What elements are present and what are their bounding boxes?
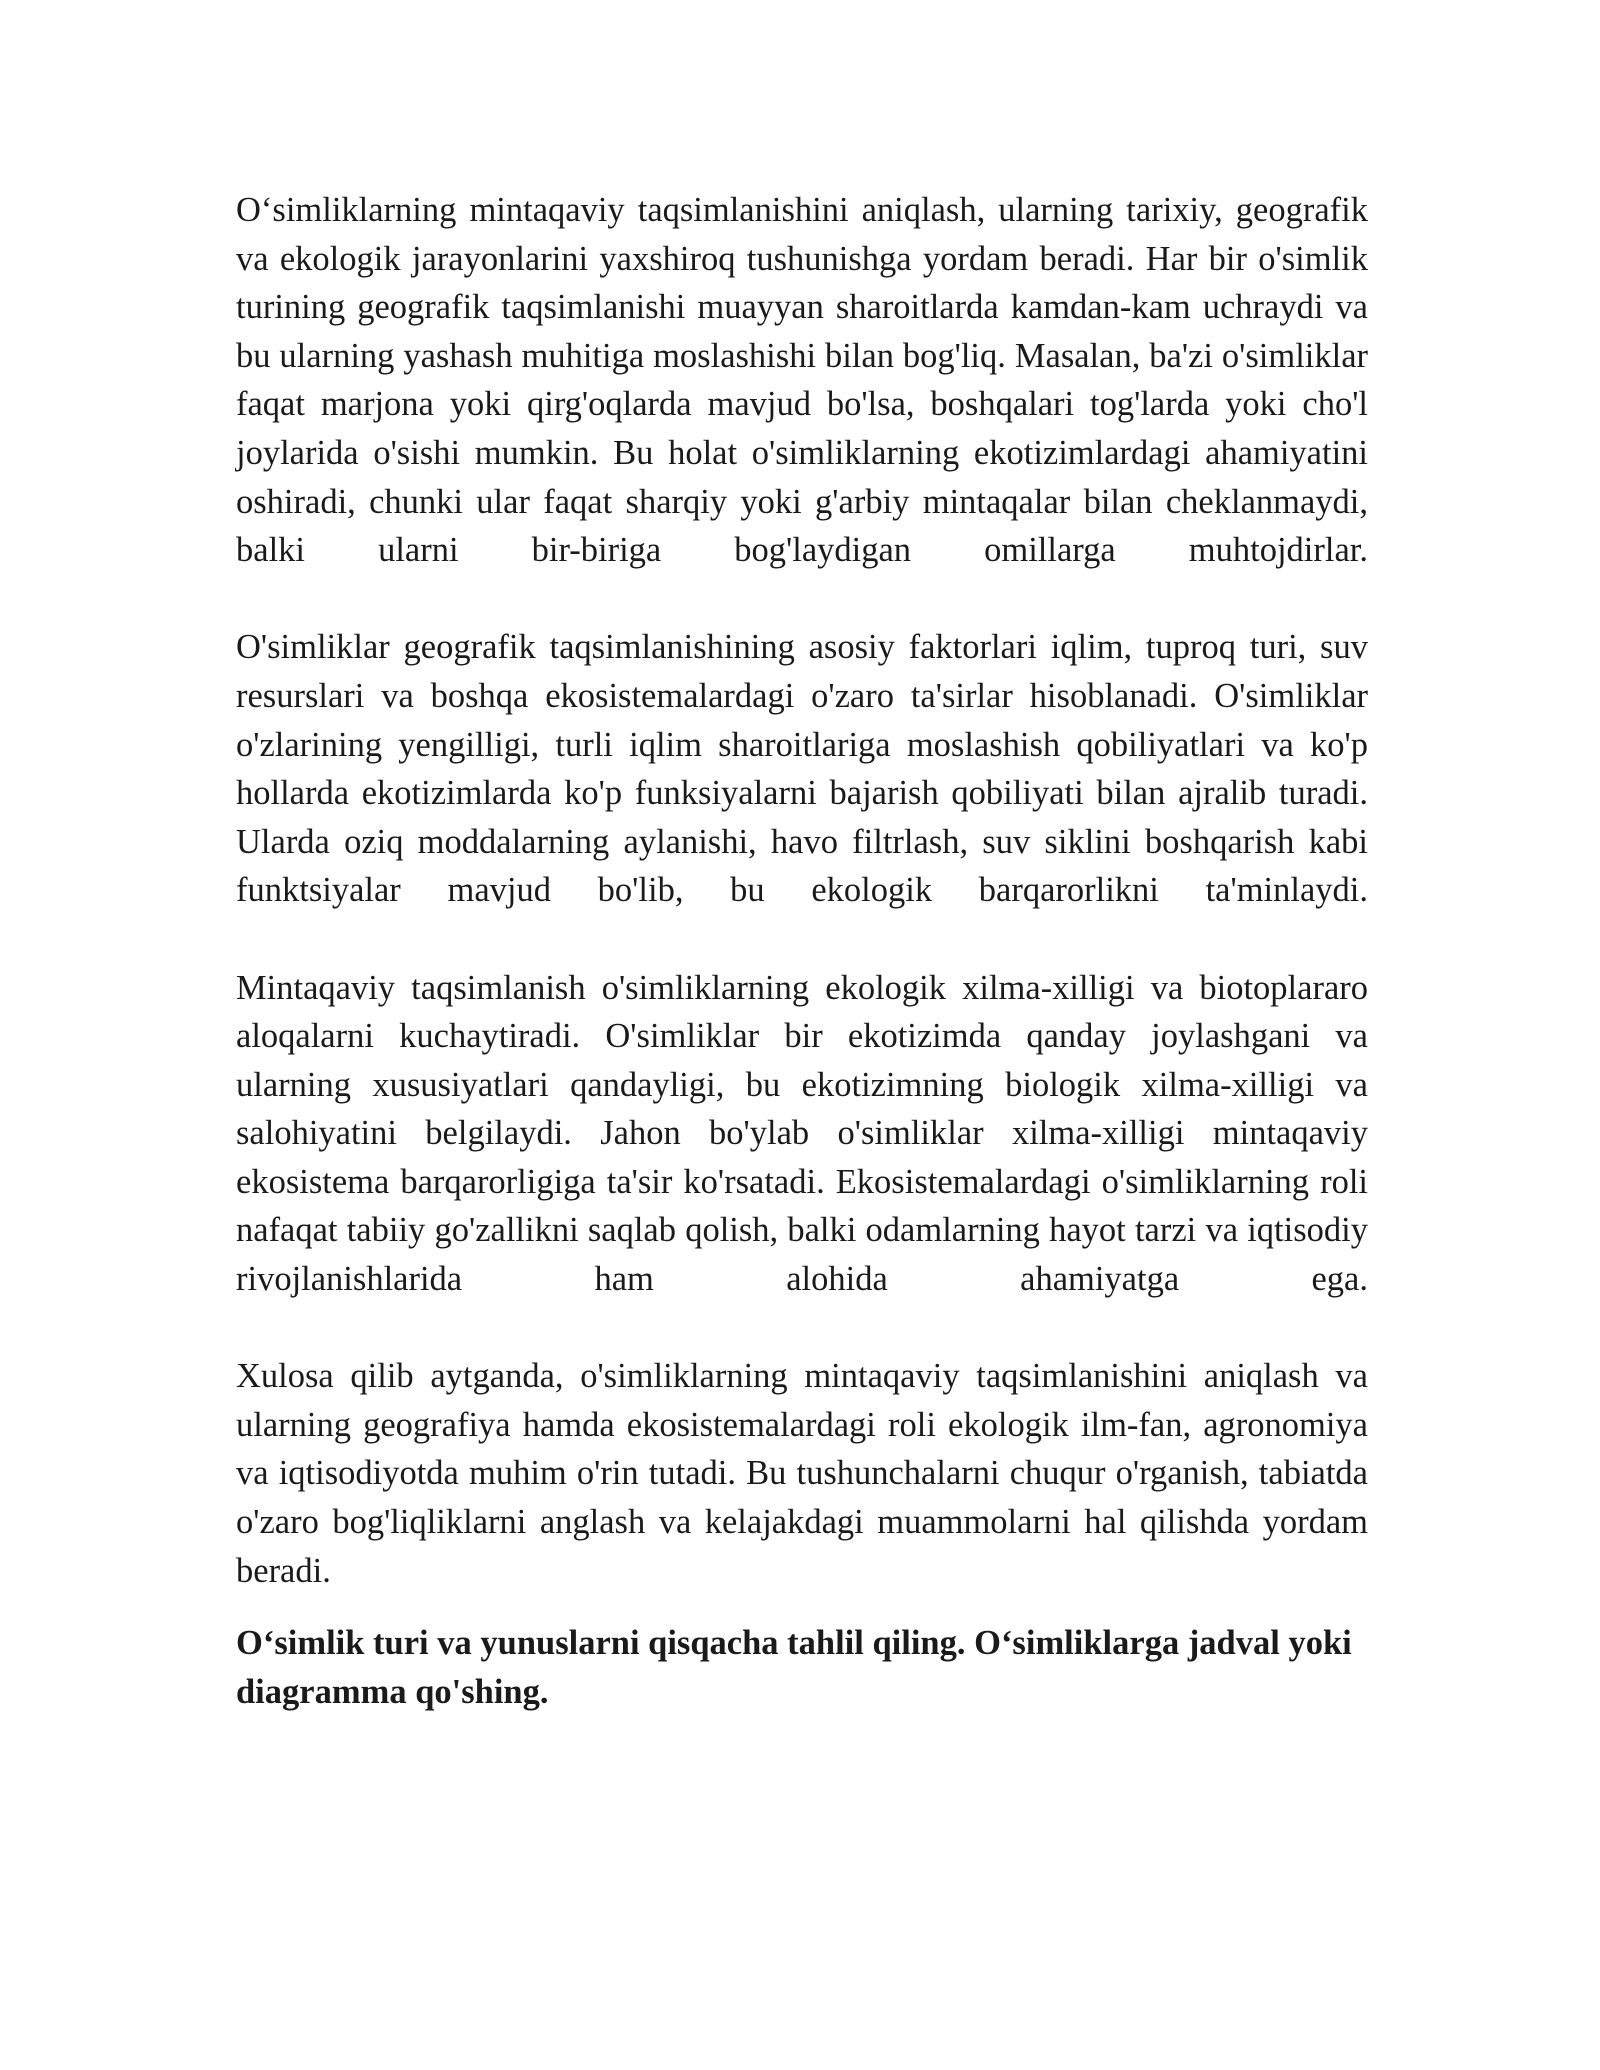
paragraph-2: O'simliklar geografik taqsimlanishining asosiy faktorlari iqlim, tuproq turi, suv resurslari va boshqa ekosistemalardagi o'zaro ta'sirlar hisoblanadi. O'simliklar o'zlarining yengilligi, turli iqlim sharoitlariga moslashish qobiliyatlari va ko'p hollarda ekotizimlarda ko'p funksiyalarni bajarish qobiliyati bilan ajralib turadi. Ularda oziq moddalarning aylanishi, havo filtrlash, suv siklini boshqarish kabi funktsiyalar mavjud bo'lib, bu ekologik barqarorlikni ta'minlaydi. [236, 628, 1368, 910]
paragraph-1: O‘simliklarning mintaqaviy taqsimlanishini aniqlash, ularning tarixiy, geografik va ekologik jarayonlarini yaxshiroq tushunishga yordam beradi. Har bir o'simlik turining geografik taqsimlanishi muayyan sharoitlarda kamdan-kam uchraydi va bu ularning yashash muhitiga moslashishi bilan bog'liq. Masalan, ba'zi o'simliklar faqat marjona yoki qirg'oqlarda mavjud bo'lsa, boshqalari tog'larda yoki cho'l joylarida o'sishi mumkin. Bu holat o'simliklarning ekotizimlardagi ahamiyatini oshiradi, chunki ular faqat sharqiy yoki g'arbiy mintaqalar bilan cheklanmaydi, balki ularni bir-biriga bog'laydigan omillarga muhtojdirlar. [236, 191, 1368, 570]
task-heading: O‘simlik turi va yunuslarni qisqacha tahlil qiling. O‘simliklarga jadval yoki diagramma qo'shing. [236, 1624, 1352, 1712]
document-body [236, 186, 1368, 1717]
paragraph-3: Mintaqaviy taqsimlanish o'simliklarning ekologik xilma-xilligi va biotoplararo aloqalarni kuchaytiradi. O'simliklar bir ekotizimda qanday joylashgani va ularning xususiyatlari qandayligi, bu ekotizimning biologik xilma-xilligi va salohiyatini belgilaydi. Jahon bo'ylab o'simliklar xilma-xilligi mintaqaviy ekosistema barqarorligiga ta'sir ko'rsatadi. Ekosistemalardagi o'simliklarning roli nafaqat tabiiy go'zallikni saqlab qolish, balki odamlarning hayot tarzi va iqtisodiy rivojlanishlarida ham alohida ahamiyatga ega. [236, 968, 1368, 1299]
paragraph-4: Xulosa qilib aytganda, o'simliklarning mintaqaviy taqsimlanishini aniqlash va ularning geografiya hamda ekosistemalardagi roli ekologik ilm-fan, agronomiya va iqtisodiyotda muhim o'rin tutadi. Bu tushunchalarni chuqur o'rganish, tabiatda o'zaro bog'liqliklarni anglash va kelajakdagi muammolarni hal qilishda yordam beradi. [236, 1357, 1368, 1590]
